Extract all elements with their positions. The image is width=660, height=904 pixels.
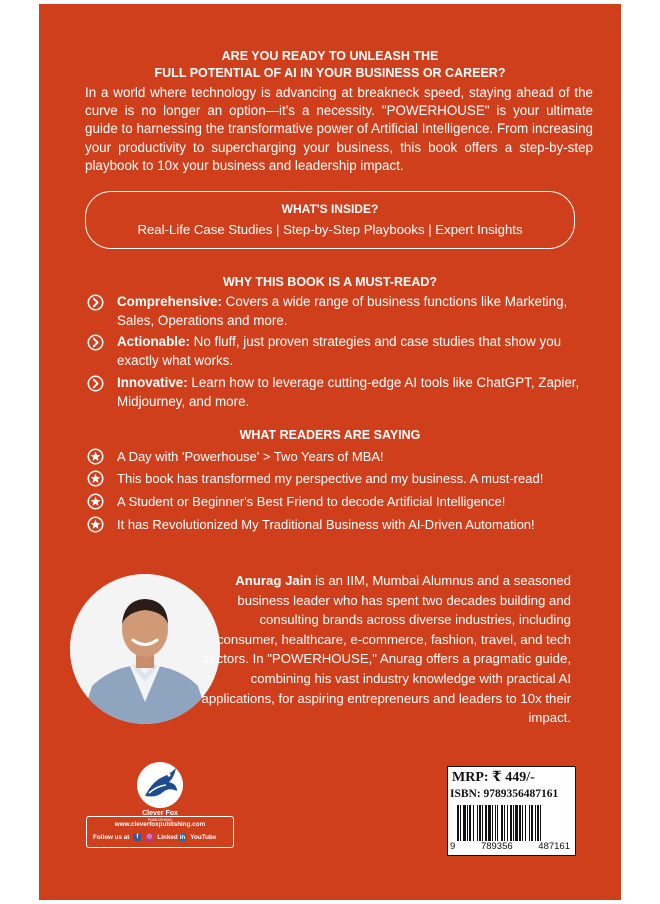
must-read-title: WHY THIS BOOK IS A MUST-READ? (222, 275, 438, 289)
publisher-name: Clever Fox (142, 810, 178, 817)
clever-fox-logo-icon (135, 760, 185, 810)
barcode-bar (460, 805, 461, 841)
reason-text (117, 374, 595, 411)
reader-quote-text: It has Revolutionized My Traditional Business with AI-Driven Automation! (117, 517, 535, 532)
reader-quote (85, 448, 605, 466)
publisher-url[interactable]: www.cleverfoxpublishing.com (114, 821, 206, 828)
barcode-digit-prefix: 9 (450, 841, 456, 852)
barcode-bar (519, 805, 521, 841)
reason-text (117, 293, 595, 330)
reader-quote-text: A Day with 'Powerhouse' > Two Years of MBA! (117, 449, 384, 464)
star-circle-icon (87, 448, 104, 465)
readers-title: WHAT READERS ARE SAYING (239, 428, 421, 442)
reason-description: Covers a wide range of business functions like Marketing, Sales, Operations and more. (117, 294, 568, 328)
follow-label: Follow us at (93, 833, 130, 841)
barcode-bar (477, 805, 478, 841)
youtube-link[interactable]: YouTube (190, 833, 217, 841)
reader-quote-text: This book has transformed my perspective and my business. A must-read! (117, 471, 544, 486)
barcode-bar (540, 805, 541, 841)
social-links (93, 833, 227, 841)
barcode-bar (495, 805, 496, 841)
price-barcode-box (447, 766, 576, 856)
barcode-bar (504, 805, 505, 841)
mrp-price: MRP: ₹ 449/- (452, 770, 535, 785)
publisher-links-box (86, 816, 234, 848)
star-circle-icon (87, 470, 104, 487)
barcode-digits (450, 841, 570, 852)
reason-label: Comprehensive: (117, 294, 222, 309)
chevron-circle-icon (87, 375, 104, 392)
author-bio-text: is an IIM, Mumbai Alumnus and a seasoned business leader who has spent two decades building and consulting brands across diverse industries, including consumer, healthcare, e-commerce, fashion, travel, and tech sectors. In "POWERHOUSE," Anurag offers a pragmatic guide, combining his vast industry knowledge with practical AI applications, for aspiring entrepreneurs and leaders to 10x their impact. (201, 573, 571, 726)
reader-quote (85, 516, 605, 534)
reason-label: Actionable: (117, 334, 190, 349)
barcode-bar (531, 805, 533, 841)
whats-inside-box (85, 191, 575, 249)
barcode-bar (529, 805, 530, 841)
barcode-bar (469, 805, 471, 841)
linkedin-link[interactable] (157, 834, 186, 841)
barcode-bar (513, 805, 514, 841)
reason-text (117, 333, 595, 370)
chevron-circle-icon (87, 294, 104, 311)
barcode-bar (535, 805, 536, 841)
reader-quote (85, 470, 605, 488)
reason-description: No fluff, just proven strategies and case studies that show you exactly what works. (117, 334, 562, 368)
reader-quote (85, 493, 605, 511)
barcode-bar (485, 805, 487, 841)
instagram-icon[interactable]: ◎ (146, 834, 153, 840)
barcode-bar (482, 805, 483, 841)
star-circle-icon (87, 493, 104, 510)
back-cover (39, 4, 621, 900)
barcode-icon (457, 805, 569, 841)
whats-inside-items: Real-Life Case Studies | Step-by-Step Playbooks | Expert Insights (137, 222, 523, 237)
linkedin-label: Linked (157, 833, 178, 841)
whats-inside-title: WHAT'S INSIDE? (281, 202, 379, 216)
barcode-bar (467, 805, 468, 841)
isbn-number: ISBN: 9789356487161 (450, 788, 559, 800)
headline-line-2: FULL POTENTIAL OF AI IN YOUR BUSINESS OR CAREER? (154, 66, 506, 80)
headline-line-1: ARE YOU READY TO UNLEASH THE (221, 49, 439, 63)
barcode-bar (479, 805, 481, 841)
barcode-bar (492, 805, 493, 841)
barcode-digit-group-2: 487161 (538, 841, 570, 852)
barcode-bar (510, 805, 512, 841)
barcode-bar (488, 805, 491, 841)
barcode-bar (525, 805, 526, 841)
barcode-bar (473, 805, 474, 841)
barcode-bar (507, 805, 508, 841)
author-name: Anurag Jain (235, 573, 312, 588)
reason-description: Learn how to leverage cutting-edge AI tools like ChatGPT, Zapier, Midjourney, and more. (117, 375, 580, 409)
barcode-bar (515, 805, 518, 841)
linkedin-in-badge: in (179, 833, 186, 841)
barcode-bar (463, 805, 466, 841)
barcode-digit-group-1: 789356 (480, 841, 513, 852)
barcode-bar (457, 805, 459, 841)
star-circle-icon (87, 516, 104, 533)
barcode-bar (497, 805, 498, 841)
barcode-bar (501, 805, 503, 841)
facebook-icon[interactable]: f (133, 833, 141, 841)
publisher-sub: PUBLISHING (147, 817, 173, 822)
chevron-circle-icon (87, 334, 104, 351)
barcode-bar (537, 805, 539, 841)
reason-label: Innovative: (117, 375, 188, 390)
author-bio (197, 571, 571, 728)
intro-paragraph: In a world where technology is advancing at breakneck speed, staying ahead of the curve is no longer an option—it's a necessity. "POWERHOUSE" is your ultimate guide to harnessing the transformative power of Artificial Intelligence. From increasing your productivity to supercharging your business, this book offers a step-by-step playbook to 10x your business and leadership impact. (85, 85, 593, 173)
barcode-bar (522, 805, 523, 841)
reader-quote-text: A Student or Beginner's Best Friend to decode Artificial Intelligence! (117, 494, 506, 509)
